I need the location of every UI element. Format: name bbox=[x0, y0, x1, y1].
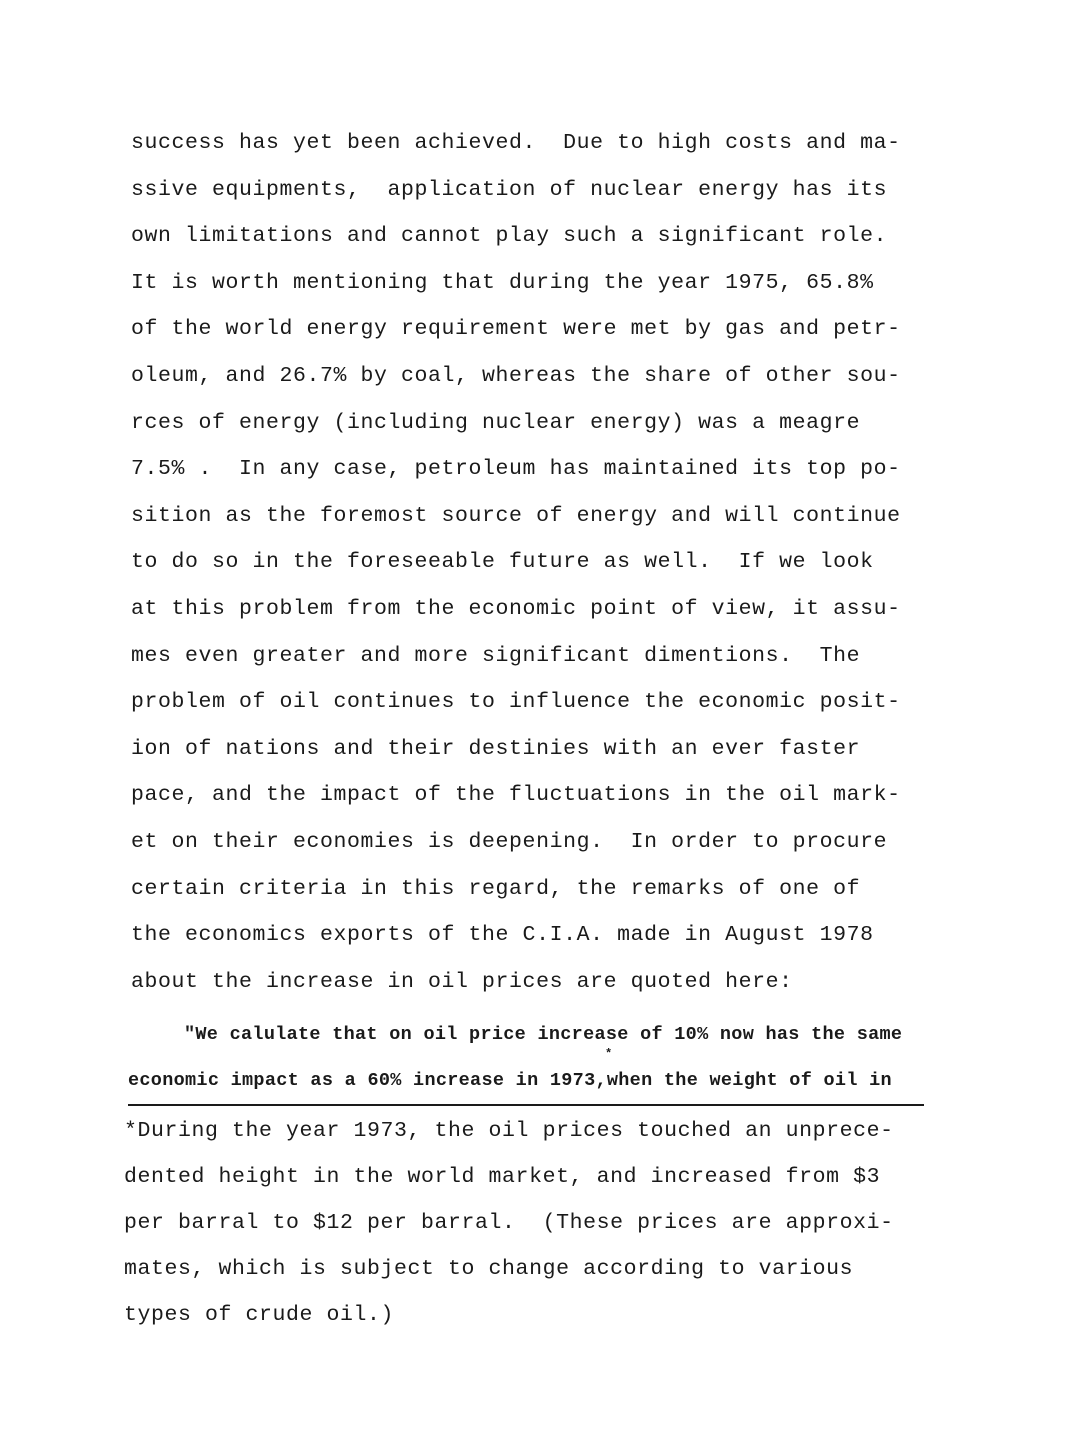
body-line: the economics exports of the C.I.A. made in August 1978 bbox=[131, 923, 874, 948]
body-line: at this problem from the economic point of view, it assu- bbox=[131, 596, 901, 621]
body-line: 7.5% . In any case, petroleum has maintained its top po- bbox=[131, 457, 901, 482]
body-line: own limitations and cannot play such a significant role. bbox=[131, 224, 888, 249]
body-text bbox=[131, 120, 931, 1005]
footnote-block bbox=[124, 1108, 924, 1338]
body-line: rces of energy (including nuclear energy) was a meagre bbox=[131, 410, 861, 435]
body-line: ion of nations and their destinies with an ever faster bbox=[131, 736, 861, 761]
body-line: to do so in the foreseeable future as well. If we look bbox=[131, 550, 874, 575]
body-line: pace, and the impact of the fluctuations in the oil mark- bbox=[131, 783, 901, 808]
footnote-line: *During the year 1973, the oil prices touched an unprece- bbox=[124, 1119, 894, 1143]
quotation-block bbox=[128, 1012, 928, 1104]
body-line: oleum, and 26.7% by coal, whereas the share of other sou- bbox=[131, 363, 901, 388]
quote-line: "We calulate that on oil price increase of 10% now has the same bbox=[184, 1024, 903, 1045]
footnote-line: per barral to $12 per barral. (These prices are approxi- bbox=[124, 1211, 894, 1235]
body-line: certain criteria in this regard, the remarks of one of bbox=[131, 876, 861, 901]
body-line: of the world energy requirement were met by gas and petr- bbox=[131, 317, 901, 342]
footnote-divider bbox=[128, 1104, 924, 1106]
footnote-marker: * bbox=[605, 1047, 613, 1061]
body-line: success has yet been achieved. Due to high costs and ma- bbox=[131, 131, 901, 155]
body-line: sition as the foremost source of energy and will continue bbox=[131, 503, 901, 528]
quote-line: economic impact as a 60% increase in 1973,when the weight of oil in bbox=[128, 1070, 892, 1091]
footnote-line: mates, which is subject to change according to various bbox=[124, 1257, 854, 1281]
footnote-line: dented height in the world market, and increased from $3 bbox=[124, 1165, 881, 1189]
body-line: mes even greater and more significant dimentions. The bbox=[131, 643, 861, 668]
body-line: It is worth mentioning that during the year 1975, 65.8% bbox=[131, 270, 874, 295]
body-line: problem of oil continues to influence the economic posit- bbox=[131, 690, 901, 715]
body-line: about the increase in oil prices are quoted here: bbox=[131, 969, 793, 994]
footnote-line: types of crude oil.) bbox=[124, 1303, 395, 1327]
body-line: et on their economies is deepening. In order to procure bbox=[131, 829, 888, 854]
body-line: ssive equipments, application of nuclear energy has its bbox=[131, 177, 888, 202]
